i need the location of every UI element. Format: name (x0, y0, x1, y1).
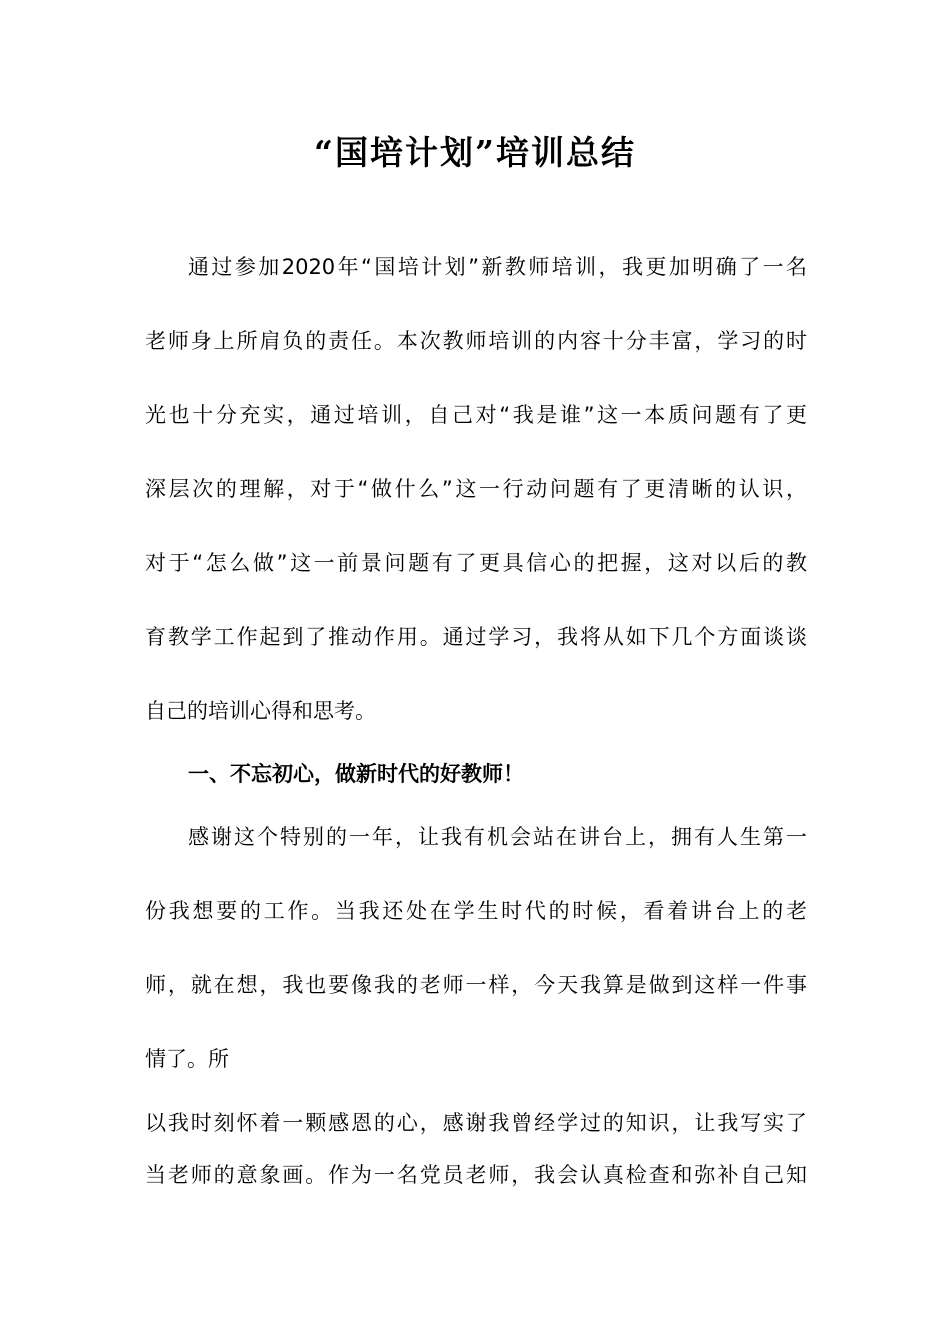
paragraph-line: 光也十分充实，通过培训，自己对“我是谁”这一本质问题有了更 (145, 403, 807, 427)
paragraph-line: 当老师的意象画。作为一名党员老师，我会认真检查和弥补自己知 (145, 1163, 807, 1187)
paragraph-line: 感谢这个特别的一年，让我有机会站在讲台上，拥有人生第一 (188, 825, 807, 849)
section-heading: 一、不忘初心，做新时代的好教师！ (188, 762, 524, 786)
paragraph-line: 以我时刻怀着一颗感恩的心，感谢我曾经学过的知识，让我写实了 (145, 1111, 807, 1135)
paragraph-line: 自己的培训心得和思考。 (145, 699, 376, 723)
paragraph-line: 师，就在想，我也要像我的老师一样，今天我算是做到这样一件事 (145, 973, 807, 997)
paragraph-line: 深层次的理解，对于“做什么”这一行动问题有了更清晰的认识， (145, 477, 807, 501)
paragraph-line: 通过参加2020年“国培计划”新教师培训，我更加明确了一名 (188, 255, 807, 279)
paragraph-line: 育教学工作起到了推动作用。通过学习，我将从如下几个方面谈谈 (145, 625, 807, 649)
document-title: “国培计划”培训总结 (314, 133, 636, 172)
paragraph-line: 份我想要的工作。当我还处在学生时代的时候，看着讲台上的老 (145, 899, 807, 923)
paragraph-line: 老师身上所肩负的责任。本次教师培训的内容十分丰富，学习的时 (145, 329, 807, 353)
paragraph-line: 对于“怎么做”这一前景问题有了更具信心的把握，这对以后的教 (145, 551, 807, 575)
paragraph-line: 情了。所 (145, 1047, 229, 1071)
